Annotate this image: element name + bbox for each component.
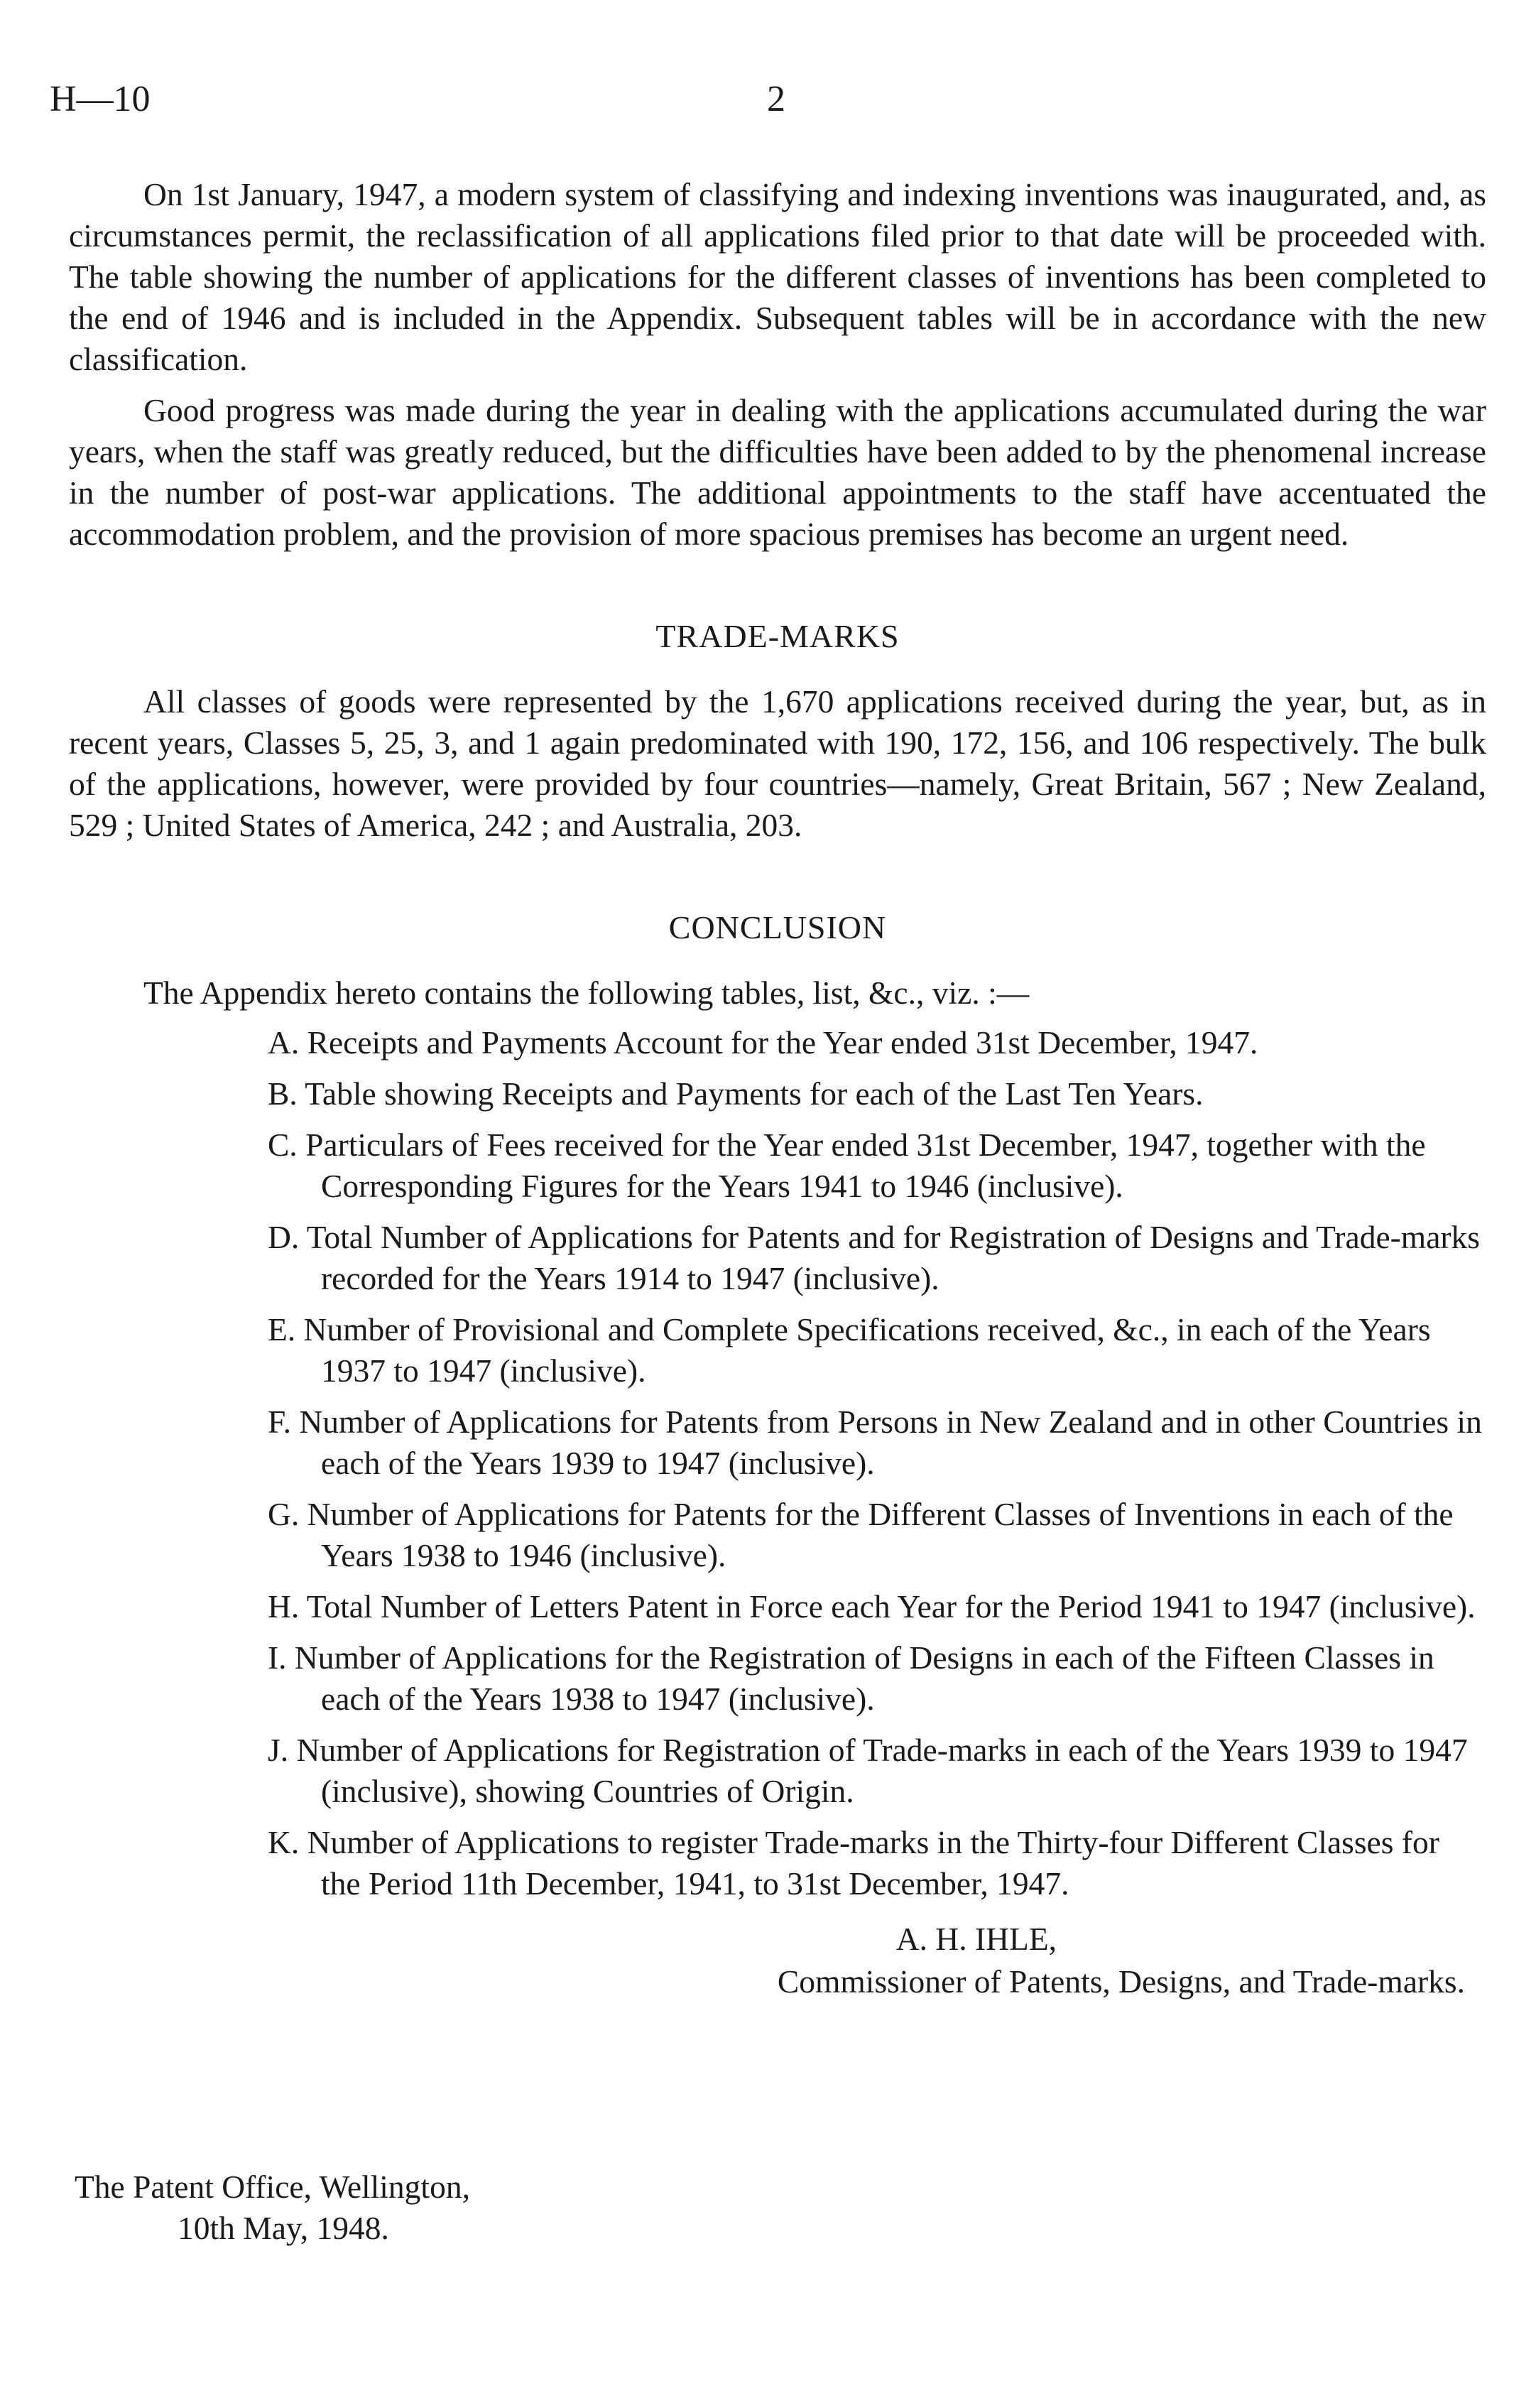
signatory-title: Commissioner of Patents, Designs, and Trade-marks. <box>777 1963 1465 2000</box>
appendix-list <box>69 1022 1486 1904</box>
document-reference: H—10 <box>50 79 151 119</box>
appendix-item: C. Particulars of Fees received for the Year ended 31st December, 1947, together with the Corresponding Figures for the Years 1941 to 1946 (inclusive). <box>268 1127 1426 1204</box>
appendix-item: K. Number of Applications to register Trade-marks in the Thirty-four Different Classes for the Period 11th December, 1941, to 31st December, 1947. <box>268 1824 1439 1902</box>
paragraph-classification: On 1st January, 1947, a modern system of classifying and indexing inventions was inaugurated, and, as circumstances permit, the reclassification of all applications filed prior to that date will be proceeded with. The table showing the number of applications for the different classes of inventions has been completed to the end of 1946 and is included in the Appendix. Subsequent tables will be in accordance with the new classification. <box>69 176 1486 377</box>
appendix-item: F. Number of Applications for Patents from Persons in New Zealand and in other Countries in each of the Years 1939 to 1947 (inclusive). <box>268 1404 1482 1481</box>
appendix-item: A. Receipts and Payments Account for the Year ended 31st December, 1947. <box>268 1024 1258 1061</box>
signatory-name: A. H. IHLE, <box>895 1921 1057 1957</box>
document-date: 10th May, 1948. <box>178 2210 389 2246</box>
conclusion-heading: CONCLUSION <box>668 909 887 945</box>
page-number: 2 <box>767 79 785 119</box>
appendix-item: H. Total Number of Letters Patent in Force each Year for the Period 1941 to 1947 (inclusive). <box>268 1588 1476 1625</box>
appendix-item: G. Number of Applications for Patents for the Different Classes of Inventions in each of the Years 1938 to 1946 (inclusive). <box>268 1496 1454 1573</box>
appendix-item: J. Number of Applications for Registration of Trade-marks in each of the Years 1939 to 1947 (inclusive), showing Countries of Origin. <box>268 1732 1468 1809</box>
appendix-intro: The Appendix hereto contains the following tables, list, &c., viz. :— <box>143 975 1030 1011</box>
place-date-block <box>75 2166 470 2249</box>
page-header <box>50 78 1486 135</box>
paragraph-trademarks: All classes of goods were represented by the 1,670 applications received during the year, but, as in recent years, Classes 5, 25, 3, and 1 again predominated with 190, 172, 156, and 106 respectively. The bulk of the applications, however, were provided by four countries—namely, Great Britain, 567 ; New Zealand, 529 ; United States of America, 242 ; and Australia, 203. <box>69 683 1486 843</box>
signature-block <box>69 1919 1486 2002</box>
appendix-item: B. Table showing Receipts and Payments for each of the Last Ten Years. <box>268 1075 1204 1112</box>
paragraph-progress: Good progress was made during the year in dealing with the applications accumulated during the war years, when the staff was greatly reduced, but the difficulties have been added to by the phenomenal increase in the number of post-war applications. The additional appointments to the staff have accentuated the accommodation problem, and the provision of more spacious premises has become an urgent need. <box>69 392 1486 552</box>
document-body <box>69 174 1486 2002</box>
appendix-item: D. Total Number of Applications for Patents and for Registration of Designs and Trade-marks recorded for the Years 1914 to 1947 (inclusive). <box>268 1219 1481 1296</box>
appendix-item: E. Number of Provisional and Complete Specifications received, &c., in each of the Years 1937 to 1947 (inclusive). <box>268 1311 1431 1389</box>
office-location: The Patent Office, Wellington, <box>75 2169 470 2205</box>
appendix-item: I. Number of Applications for the Registration of Designs in each of the Fifteen Classes in each of the Years 1938 to 1947 (inclusive). <box>268 1639 1434 1717</box>
trademarks-heading: TRADE-MARKS <box>655 618 900 654</box>
